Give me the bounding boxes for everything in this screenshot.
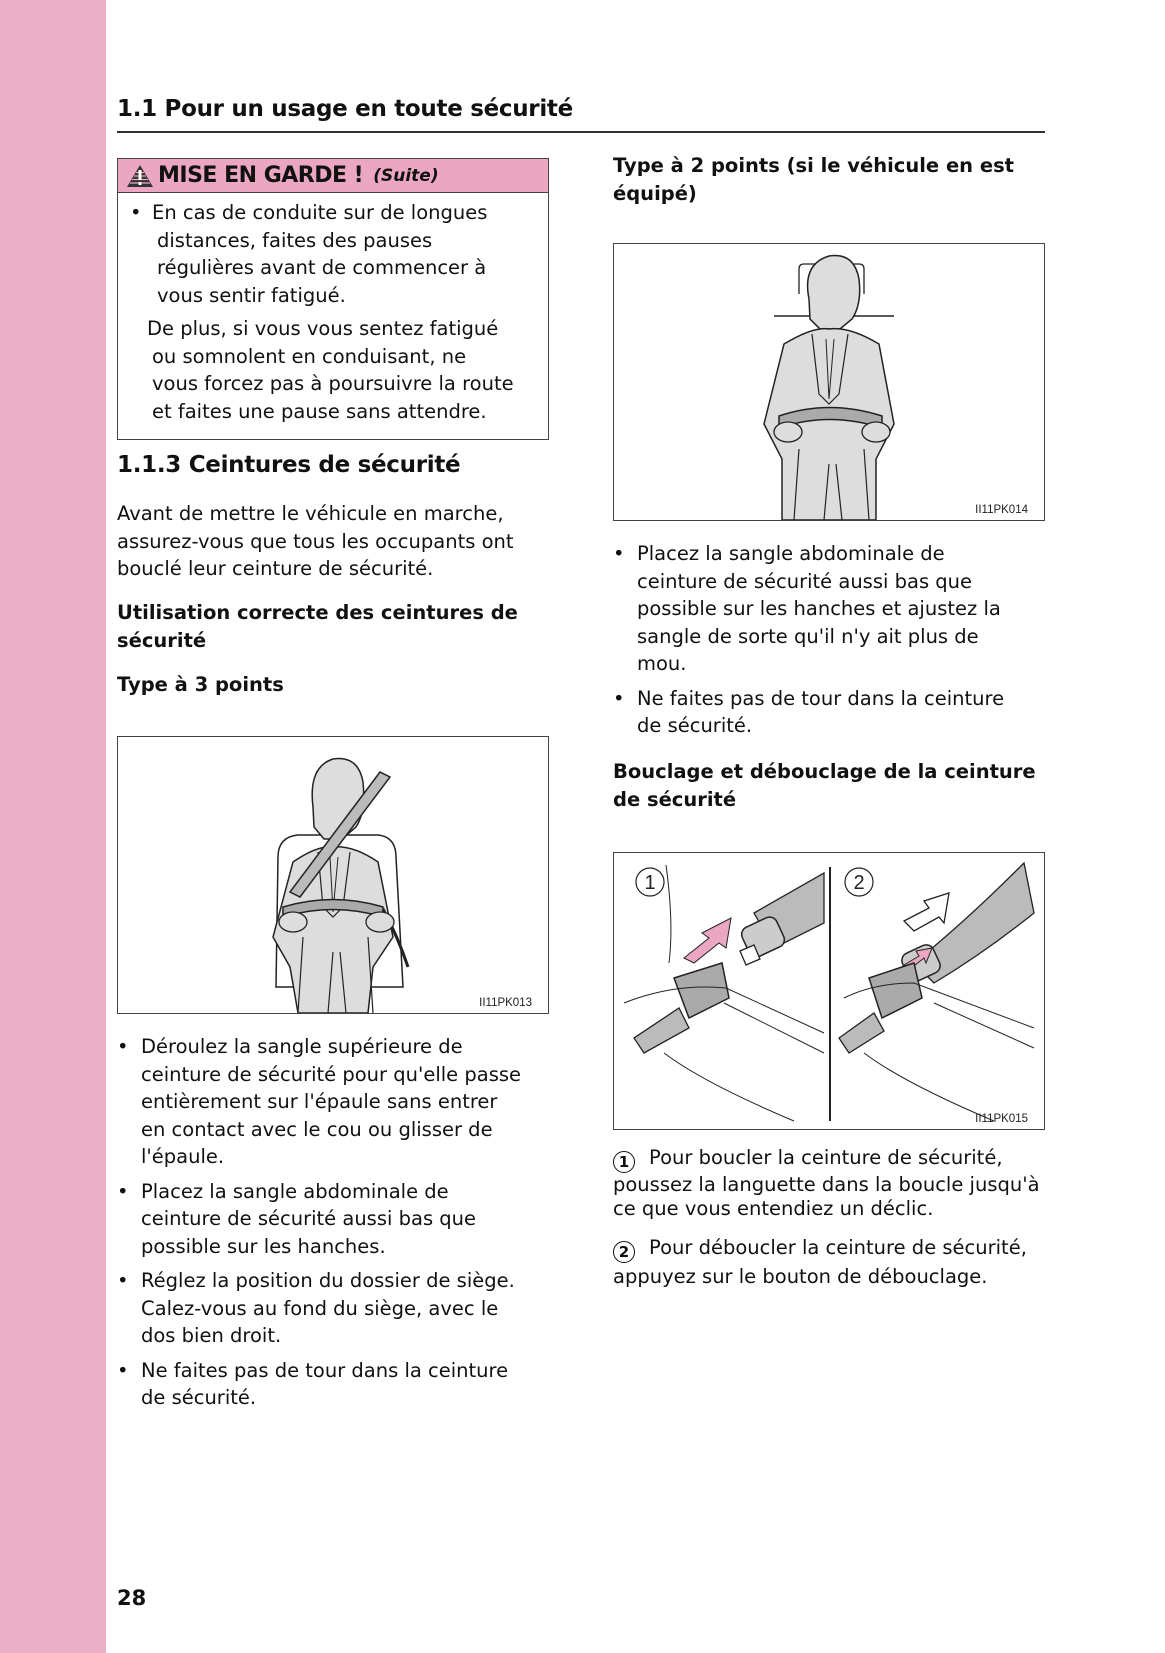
- text-line: appuyez sur le bouton de débouclage.: [613, 1265, 988, 1288]
- text-line: Ne faites pas de tour dans la ceinture: [141, 1358, 509, 1382]
- seated-person-2-point-belt-illustration: [614, 244, 1044, 520]
- warning-title: MISE EN GARDE !: [158, 163, 364, 188]
- text-line: régulières avant de commencer à: [157, 256, 487, 279]
- buckle-heading: [613, 758, 1036, 813]
- text-line: Placez la sangle abdominale de: [141, 1179, 449, 1203]
- text-line: ceinture de sécurité pour qu'elle passe: [141, 1062, 522, 1086]
- text-line: vous forcez pas à poursuivre la route: [152, 372, 514, 395]
- list-item: • Réglez la position du dossier de siège. Calez-vous au fond du siège, avec le dos bien droit.: [117, 1267, 557, 1350]
- figure-code: II11PK014: [975, 504, 1028, 516]
- warning-paragraph: [128, 315, 538, 425]
- text-line: bouclé leur ceinture de sécurité.: [117, 557, 434, 580]
- text-line: ceinture de sécurité aussi bas que: [141, 1207, 477, 1230]
- text-line: Réglez la position du dossier de siège.: [141, 1269, 515, 1292]
- text-line: possible sur les hanches.: [141, 1234, 386, 1258]
- text-line: Calez-vous au fond du siège, avec le: [141, 1296, 499, 1320]
- text-line: Type à 2 points (si le véhicule en est: [613, 154, 1014, 177]
- text-line: sécurité: [117, 628, 207, 652]
- text-line: Pour déboucler la ceinture de sécurité,: [649, 1236, 1027, 1259]
- text-line: de sécurité: [613, 787, 737, 811]
- text-line: ou somnolent en conduisant, ne: [152, 344, 467, 368]
- figure-code: II11PK013: [479, 997, 532, 1009]
- list-item: • Déroulez la sangle supérieure de ceinture de sécurité pour qu'elle passe entièrement sur l'épaule sans entrer en contact avec le cou ou glisser de l'épaule.: [117, 1033, 557, 1171]
- list-item: • Ne faites pas de tour dans la ceinture de sécurité.: [613, 685, 1053, 740]
- text-line: dos bien droit.: [141, 1324, 282, 1347]
- figure-buckle-unbuckle: [613, 852, 1045, 1130]
- usage-heading: [117, 599, 518, 654]
- section-divider: [117, 131, 1045, 133]
- warning-bullet: • En cas de conduite sur de longues distances, faites des pauses régulières avant de commencer à vous sentir fatigué.: [128, 199, 538, 309]
- page-sidebar-tab: [0, 0, 106, 1653]
- text-line: vous sentir fatigué.: [157, 283, 346, 307]
- text-line: poussez la languette dans la boucle jusqu'à: [613, 1173, 1040, 1196]
- text-line: Ne faites pas de tour dans la ceinture: [637, 686, 1005, 710]
- text-line: et faites une pause sans attendre.: [152, 399, 487, 423]
- text-line: mou.: [637, 652, 687, 675]
- intro-paragraph: [117, 500, 514, 583]
- step-number-2-icon: 2: [613, 1241, 635, 1263]
- type3-heading: Type à 3 points: [117, 673, 284, 696]
- text-line: entièrement sur l'épaule sans entrer: [141, 1090, 498, 1113]
- page-number: 28: [117, 1586, 147, 1610]
- text-line: possible sur les hanches et ajustez la: [637, 597, 1001, 620]
- text-line: Placez la sangle abdominale de: [637, 542, 945, 565]
- text-line: de sécurité.: [141, 1386, 257, 1409]
- text-line: De plus, si vous vous sentez fatigué: [147, 317, 499, 340]
- seated-person-3-point-belt-illustration: [118, 737, 548, 1013]
- text-line: ceinture de sécurité aussi bas que: [637, 569, 973, 593]
- step-1: [613, 1146, 1053, 1221]
- text-line: Avant de mettre le véhicule en marche,: [117, 502, 504, 525]
- text-line: ce que vous entendiez un déclic.: [613, 1197, 934, 1220]
- warning-box: [117, 158, 549, 440]
- left-bullet-list: [117, 1033, 557, 1419]
- text-line: Utilisation correcte des ceintures de: [117, 601, 518, 624]
- text-line: Déroulez la sangle supérieure de: [141, 1035, 463, 1058]
- figure-2-point-belt: [613, 243, 1045, 521]
- svg-text:2: 2: [853, 872, 865, 894]
- text-line: de sécurité.: [637, 714, 753, 737]
- right-bullet-list: [613, 540, 1053, 747]
- list-item: • Placez la sangle abdominale de ceinture de sécurité aussi bas que possible sur les hanches et ajustez la sangle de sorte qu'il n'y ait plus de mou.: [613, 540, 1053, 678]
- warning-header: [118, 159, 548, 193]
- list-item: • Ne faites pas de tour dans la ceinture de sécurité.: [117, 1357, 557, 1412]
- figure-3-point-belt: [117, 736, 549, 1014]
- text-line: assurez-vous que tous les occupants ont: [117, 529, 514, 553]
- type2-heading: [613, 152, 1014, 207]
- section-title: 1.1 Pour un usage en toute sécurité: [117, 96, 573, 122]
- text-line: sangle de sorte qu'il n'y ait plus de: [637, 624, 979, 648]
- text-line: en contact avec le cou ou glisser de: [141, 1117, 493, 1141]
- text-line: l'épaule.: [141, 1145, 225, 1168]
- text-line: distances, faites des pauses: [157, 228, 433, 252]
- subsection-heading: 1.1.3 Ceintures de sécurité: [117, 452, 461, 478]
- warning-triangle-icon: [126, 164, 154, 188]
- step-number-1-icon: 1: [613, 1151, 635, 1173]
- text-line: équipé): [613, 181, 697, 205]
- warning-continued-label: (Suite): [373, 165, 439, 186]
- svg-text:1: 1: [644, 872, 656, 894]
- text-line: En cas de conduite sur de longues: [152, 201, 488, 224]
- list-item: • Placez la sangle abdominale de ceinture de sécurité aussi bas que possible sur les hanches.: [117, 1178, 557, 1261]
- step-2: [613, 1234, 1053, 1291]
- buckle-steps-illustration: [614, 853, 1044, 1129]
- text-line: Pour boucler la ceinture de sécurité,: [649, 1146, 1003, 1169]
- warning-body: [118, 193, 548, 425]
- text-line: Bouclage et débouclage de la ceinture: [613, 760, 1036, 783]
- figure-code: II11PK015: [975, 1113, 1028, 1125]
